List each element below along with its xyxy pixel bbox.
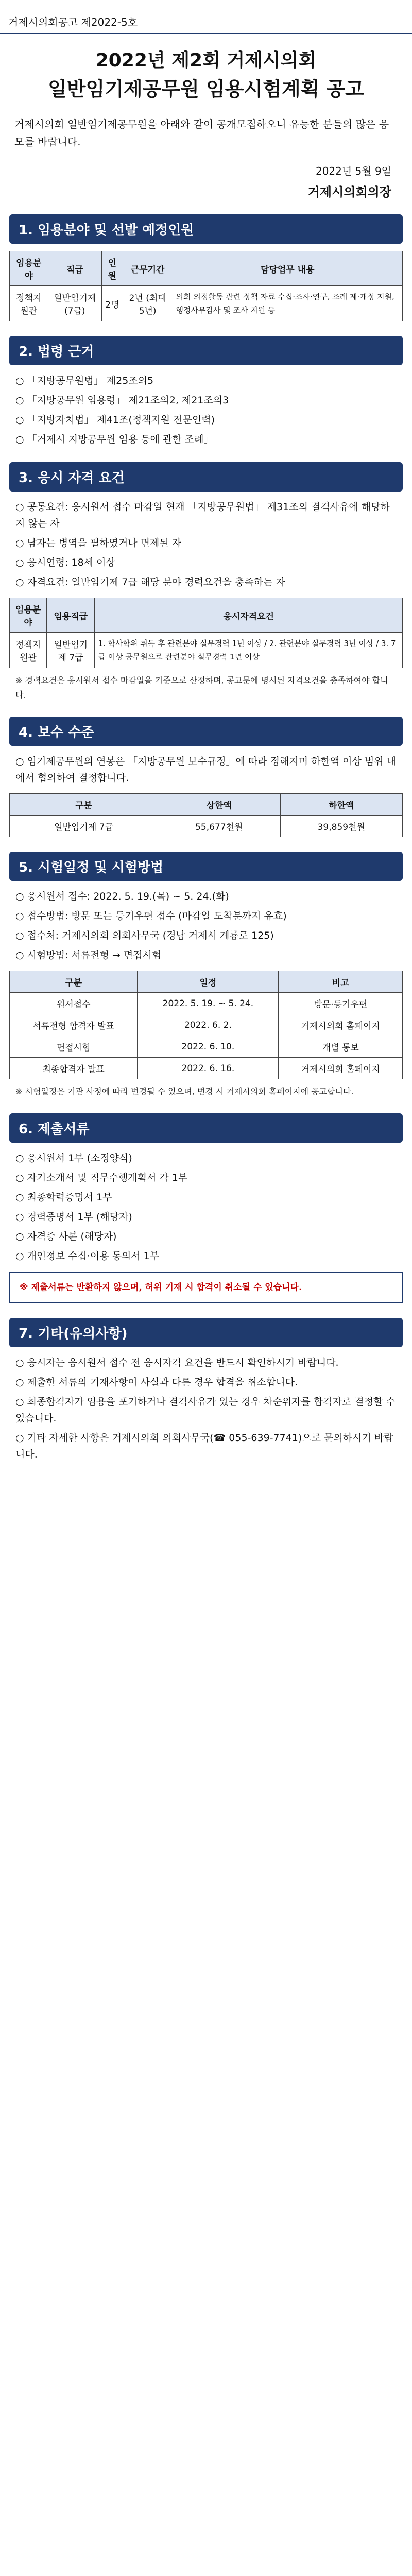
salary-table [9,793,403,837]
list-item: ○ 시험방법: 서류전형 → 면접시험 [15,950,162,961]
table-header: 인원 [102,251,123,286]
table-row [10,286,403,321]
section-7-body [0,1347,412,1463]
table-cell: 2년 (최대 5년) [123,286,173,321]
list-item: ○ 제출한 서류의 기재사항이 사실과 다른 경우 합격을 취소합니다. [15,1377,298,1388]
table-header: 근무기간 [123,251,173,286]
list-item: ○ 최종학력증명서 1부 [15,1192,112,1203]
table-row [10,1036,403,1058]
table-cell: 2022. 6. 2. [138,1014,279,1036]
section-4-body [0,746,412,786]
table-header: 비고 [279,971,403,993]
list-item: ○ 「거제시 지방공무원 임용 등에 관한 조례」 [15,434,214,445]
list-item: ○ 임기제공무원의 연봉은 「지방공무원 보수규정」에 따라 정해지며 하한액 이상 범위 내에서 협의하여 결정합니다. [15,756,397,784]
table-header: 직급 [48,251,101,286]
table-cell: 최종합격자 발표 [10,1058,138,1079]
list-item: ○ 자격요건: 일반임기제 7급 해당 분야 경력요건을 충족하는 자 [15,577,285,588]
table-header: 상한액 [158,794,280,816]
section-5-body [0,881,412,963]
list-item: ○ 자기소개서 및 직무수행계획서 각 1부 [15,1172,188,1183]
table-cell: 정책지원관 [10,633,47,668]
table-header: 구분 [10,971,138,993]
table-row [10,1014,403,1036]
table-cell: 거제시의회 홈페이지 [279,1058,403,1079]
table-row [10,993,403,1014]
table-cell: 방문·등기우편 [279,993,403,1014]
section-5-heading: 5. 시험일정 및 시험방법 [9,852,403,881]
section-1-heading: 1. 임용분야 및 선발 예정인원 [9,214,403,244]
table-cell: 일반임기제 7급 [10,816,158,837]
doc-header [0,0,412,34]
section-3-note: ※ 경력요건은 응시원서 접수 마감일을 기준으로 산정하며, 공고문에 명시된 자격요건을 충족하여야 합니다. [15,675,388,700]
title-line2: 일반임기제공무원 임용시험계획 공고 [48,78,364,100]
list-item: ○ 공통요건: 응시원서 접수 마감일 현재 「지방공무원법」 제31조의 결격사유에 해당하지 않는 자 [15,501,390,529]
section-2-body [0,365,412,448]
list-item: ○ 응시연령: 18세 이상 [15,557,115,568]
list-item: ○ 응시원서 접수: 2022. 5. 19.(목) ~ 5. 24.(화) [15,891,229,902]
positions-table [9,251,403,321]
table-header: 구분 [10,794,158,816]
list-item: ○ 자격증 사본 (해당자) [15,1231,117,1242]
section-6-body [0,1143,412,1264]
section-3-body [0,492,412,590]
section-5-note: ※ 시험일정은 기관 사정에 따라 변경될 수 있으며, 변경 시 거제시의회 홈페이지에 공고합니다. [15,1087,354,1096]
section-2-heading: 2. 법령 근거 [9,336,403,365]
list-item: ○ 접수처: 거제시의회 의회사무국 (경남 거제시 계룡로 125) [15,930,274,941]
title-block [0,34,412,102]
table-cell: 2022. 6. 10. [138,1036,279,1058]
list-item: ○ 「지방자치법」 제41조(정책지원 전문인력) [15,414,215,426]
table-cell: 55,677천원 [158,816,280,837]
table-row [10,816,403,837]
doc-label: 거제시의회공고 제2022-5호 [8,16,138,28]
section-4-heading: 4. 보수 수준 [9,717,403,746]
table-cell: 서류전형 합격자 발표 [10,1014,138,1036]
issue-date: 2022년 5월 9일 [315,165,391,177]
table-cell: 1. 학사학위 취득 후 관련분야 실무경력 1년 이상 / 2. 관련분야 실무경력 3년 이상 / 3. 7급 이상 공무원으로 관련분야 실무경력 1년 이상 [95,633,403,668]
table-header: 임용분야 [10,598,47,633]
submission-warning-box: ※ 제출서류는 반환하지 않으며, 허위 기재 시 합격이 취소될 수 있습니다. [9,1272,403,1303]
list-item: ○ 기타 자세한 사항은 거제시의회 의회사무국(☎ 055-639-7741)으로 문의하시기 바랍니다. [15,1432,393,1460]
table-header: 임용분야 [10,251,48,286]
table-cell: 2022. 6. 16. [138,1058,279,1079]
table-cell: 2명 [102,286,123,321]
qualification-table [9,598,403,668]
table-row [10,1058,403,1079]
list-item: ○ 응시자는 응시원서 접수 전 응시자격 요건을 반드시 확인하시기 바랍니다. [15,1357,339,1368]
table-cell: 개별 통보 [279,1036,403,1058]
section-6-heading: 6. 제출서류 [9,1113,403,1143]
list-item: ○ 접수방법: 방문 또는 등기우편 접수 (마감일 도착분까지 유효) [15,910,287,922]
table-row [10,633,403,668]
list-item: ○ 개인정보 수집·이용 동의서 1부 [15,1250,160,1262]
list-item: ○ 「지방공무원 임용령」 제21조의2, 제21조의3 [15,395,229,406]
issuing-org: 거제시의회의장 [307,185,391,199]
title-line1: 2022년 제2회 거제시의회 [95,50,317,71]
table-cell: 일반임기제 7급 [47,633,95,668]
table-header: 일정 [138,971,279,993]
table-cell: 2022. 5. 19. ~ 5. 24. [138,993,279,1014]
table-cell: 거제시의회 홈페이지 [279,1014,403,1036]
table-cell: 일반임기제(7급) [48,286,101,321]
section-3-heading: 3. 응시 자격 요건 [9,462,403,492]
table-header: 하한액 [280,794,402,816]
table-cell: 39,859천원 [280,816,402,837]
list-item: ○ 경력증명서 1부 (해당자) [15,1211,132,1223]
schedule-table [9,971,403,1079]
table-header: 담당업무 내용 [173,251,402,286]
list-item: ○ 응시원서 1부 (소정양식) [15,1153,132,1164]
table-header: 응시자격요건 [95,598,403,633]
list-item: ○ 최종합격자가 임용을 포기하거나 결격사유가 있는 경우 차순위자를 합격자로 결정할 수 있습니다. [15,1396,396,1424]
table-cell: 의회 의정활동 관련 정책 자료 수집·조사·연구, 조례 제·개정 지원, 행정사무감사 및 조사 지원 등 [173,286,402,321]
section-7-heading: 7. 기타(유의사항) [9,1318,403,1347]
table-header: 임용직급 [47,598,95,633]
list-item: ○ 남자는 병역을 필하였거나 면제된 자 [15,537,182,549]
table-cell: 원서접수 [10,993,138,1014]
intro-text: 거제시의회 일반임기제공무원을 아래와 같이 공개모집하오니 유능한 분들의 많은 응모를 바랍니다. [14,118,389,148]
table-cell: 정책지원관 [10,286,48,321]
list-item: ○ 「지방공무원법」 제25조의5 [15,375,154,386]
table-cell: 면접시험 [10,1036,138,1058]
